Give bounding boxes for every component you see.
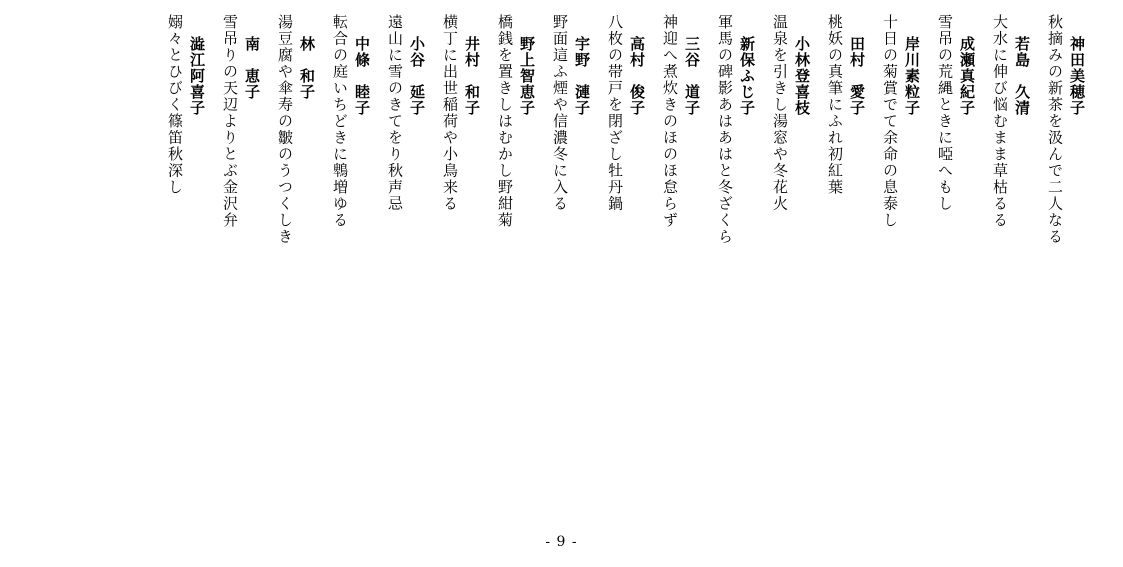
haiku-text: 転合の庭いちどきに鵯増ゆる xyxy=(331,14,349,229)
haiku-entry xyxy=(658,14,704,314)
haiku-entry xyxy=(218,14,264,314)
author-name: 澁江阿喜子 xyxy=(188,36,206,116)
haiku-text: 温泉を引きし湯窓や冬花火 xyxy=(771,14,789,212)
haiku-text: 遠山に雪のきてをり秋声忌 xyxy=(386,14,404,212)
haiku-entry xyxy=(933,14,979,314)
haiku-entry xyxy=(878,14,924,314)
haiku-text: 橋銭を置きしはむかし野紺菊 xyxy=(496,14,514,229)
author-name: 井村 和子 xyxy=(463,36,481,116)
haiku-text: 秋摘みの新茶を汲んで二人なる xyxy=(1046,14,1064,245)
haiku-entry xyxy=(273,14,319,314)
author-name: 宇野 漣子 xyxy=(573,36,591,116)
haiku-text: 湯豆腐や傘寿の皺のうつくしき xyxy=(276,14,294,245)
author-name: 新保ふじ子 xyxy=(738,36,756,116)
haiku-entry xyxy=(603,14,649,314)
haiku-text: 桃妖の真筆にふれ初紅葉 xyxy=(826,14,844,196)
haiku-entry xyxy=(823,14,869,314)
page-number: - 9 - xyxy=(545,534,578,550)
haiku-text: 雪吊りの天辺よりとぶ金沢弁 xyxy=(221,14,239,229)
author-name: 中條 睦子 xyxy=(353,36,371,116)
haiku-text: 十日の菊賞でて余命の息泰し xyxy=(881,14,899,229)
haiku-text: 軍馬の碑影あはあはと冬ざくら xyxy=(716,14,734,245)
author-name: 神田美穂子 xyxy=(1068,36,1086,116)
author-name: 高村 俊子 xyxy=(628,36,646,116)
haiku-entry xyxy=(493,14,539,314)
haiku-entry xyxy=(548,14,594,314)
haiku-text: 野面這ふ煙や信濃冬に入る xyxy=(551,14,569,212)
haiku-entry xyxy=(768,14,814,314)
haiku-entry xyxy=(328,14,374,314)
haiku-text: 大水に伸び悩むまま草枯るる xyxy=(991,14,1009,229)
author-name: 林 和子 xyxy=(298,36,316,100)
author-name: 若島 久清 xyxy=(1013,36,1031,116)
author-name: 小谷 延子 xyxy=(408,36,426,116)
haiku-text: 雪吊の荒縄ときに啞へもし xyxy=(936,14,954,212)
author-name: 三谷 道子 xyxy=(683,36,701,116)
author-name: 岸川素粒子 xyxy=(903,36,921,116)
author-name: 南 恵子 xyxy=(243,36,261,100)
haiku-entry xyxy=(383,14,429,314)
haiku-list xyxy=(154,14,1089,314)
author-name: 田村 愛子 xyxy=(848,36,866,116)
haiku-entry xyxy=(988,14,1034,314)
author-name: 野上智恵子 xyxy=(518,36,536,116)
haiku-text: 横丁に出世稲荷や小鳥来る xyxy=(441,14,459,212)
haiku-text: 八枚の帯戸を閉ざし牡丹鍋 xyxy=(606,14,624,212)
author-name: 小林登喜枝 xyxy=(793,36,811,116)
haiku-entry xyxy=(163,14,209,314)
author-name: 成瀬真紀子 xyxy=(958,36,976,116)
haiku-entry xyxy=(713,14,759,314)
haiku-text: 嫋々とひびく篠笛秋深し xyxy=(166,14,184,196)
haiku-entry xyxy=(1043,14,1089,314)
haiku-text: 神迎へ煮炊きのほのほ怠らず xyxy=(661,14,679,229)
haiku-entry xyxy=(438,14,484,314)
